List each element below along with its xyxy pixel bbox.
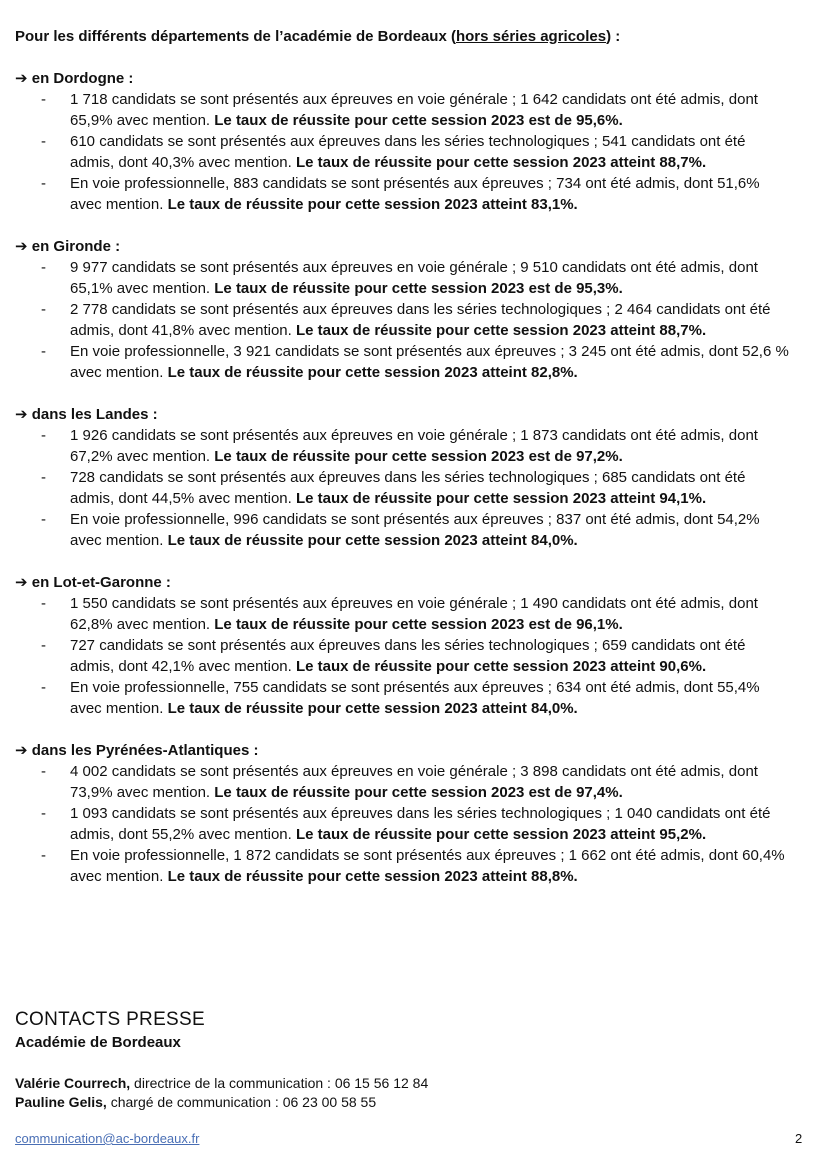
success-rate-text: Le taux de réussite pour cette session 2023 atteint 90,6%. <box>295 658 707 675</box>
contact-name: Pauline Gelis, <box>15 1094 107 1110</box>
success-rate-text: Le taux de réussite pour cette session 2023 est de 95,6%. <box>214 112 623 129</box>
success-rate-text: Le taux de réussite pour cette session 2023 atteint 95,2%. <box>295 826 707 843</box>
bullet-dash: - <box>41 763 46 780</box>
bullet-dash: - <box>41 805 46 822</box>
results-list <box>15 425 790 551</box>
list-item <box>15 593 790 635</box>
intro-text-before: Pour les différents départements de l’académie de Bordeaux ( <box>15 28 456 45</box>
department-title: ➔ en Dordogne : <box>15 70 134 87</box>
result-text: 728 candidats se sont présentés aux épreuves dans les séries technologiques ; 685 candidats ont été admis, dont 44,5% avec mention. <box>70 469 746 507</box>
list-item <box>15 257 790 299</box>
department-section <box>15 236 790 383</box>
bullet-dash: - <box>41 133 46 150</box>
department-title: ➔ dans les Pyrénées-Atlantiques : <box>15 742 259 759</box>
result-text: 727 candidats se sont présentés aux épreuves dans les séries technologiques ; 659 candidats ont été admis, dont 42,1% avec mention. <box>70 637 746 675</box>
list-item <box>15 425 790 467</box>
bullet-dash: - <box>41 427 46 444</box>
success-rate-text: Le taux de réussite pour cette session 2023 est de 96,1%. <box>214 616 623 633</box>
bullet-dash: - <box>41 301 46 318</box>
department-title: ➔ en Lot-et-Garonne : <box>15 574 171 591</box>
contact-name: Valérie Courrech, <box>15 1075 131 1091</box>
success-rate-text: Le taux de réussite pour cette session 2023 atteint 94,1%. <box>295 490 707 507</box>
results-list <box>15 761 790 887</box>
success-rate-text: Le taux de réussite pour cette session 2023 atteint 88,8%. <box>167 868 578 885</box>
contacts-organization: Académie de Bordeaux <box>15 1034 181 1051</box>
list-item <box>15 131 790 173</box>
result-text: 1 550 candidats se sont présentés aux épreuves en voie générale ; 1 490 candidats ont été admis, dont 62,8% avec mention. <box>70 595 758 633</box>
success-rate-text: Le taux de réussite pour cette session 2023 atteint 83,1%. <box>167 196 578 213</box>
contact-person <box>15 1093 790 1112</box>
list-item <box>15 341 790 383</box>
result-text: En voie professionnelle, 755 candidats se sont présentés aux épreuves ; 634 ont été admis, dont 55,4% avec mention. <box>70 679 760 717</box>
result-text: En voie professionnelle, 883 candidats se sont présentés aux épreuves ; 734 ont été admis, dont 51,6% avec mention. <box>70 175 760 213</box>
list-item <box>15 467 790 509</box>
page-number: 2 <box>795 1131 803 1146</box>
list-item <box>15 299 790 341</box>
bullet-dash: - <box>41 637 46 654</box>
bullet-dash: - <box>41 259 46 276</box>
result-text: 610 candidats se sont présentés aux épreuves dans les séries technologiques ; 541 candidats ont été admis, dont 40,3% avec mention. <box>70 133 746 171</box>
success-rate-text: Le taux de réussite pour cette session 2023 est de 97,4%. <box>214 784 623 801</box>
department-section <box>15 68 790 215</box>
result-text: 9 977 candidats se sont présentés aux épreuves en voie générale ; 9 510 candidats ont été admis, dont 65,1% avec mention. <box>70 259 758 297</box>
department-section <box>15 740 790 887</box>
intro-paragraph <box>15 26 790 47</box>
result-text: 2 778 candidats se sont présentés aux épreuves dans les séries technologiques ; 2 464 candidats ont été admis, dont 41,8% avec mention. <box>70 301 771 339</box>
department-section <box>15 572 790 719</box>
contacts-heading: CONTACTS PRESSE <box>15 1009 205 1030</box>
contact-email-link[interactable]: communication@ac-bordeaux.fr <box>15 1131 200 1146</box>
list-item <box>15 173 790 215</box>
bullet-dash: - <box>41 343 46 360</box>
results-list <box>15 593 790 719</box>
bullet-dash: - <box>41 679 46 696</box>
intro-text-underlined: hors séries agricoles <box>455 28 607 45</box>
contact-person <box>15 1074 790 1093</box>
list-item <box>15 761 790 803</box>
bullet-dash: - <box>41 847 46 864</box>
department-title: ➔ dans les Landes : <box>15 406 158 423</box>
success-rate-text: Le taux de réussite pour cette session 2023 atteint 84,0%. <box>167 532 578 549</box>
intro-text-after: ) : <box>606 28 621 45</box>
result-text: 1 926 candidats se sont présentés aux épreuves en voie générale ; 1 873 candidats ont été admis, dont 67,2% avec mention. <box>70 427 758 465</box>
result-text: En voie professionnelle, 996 candidats se sont présentés aux épreuves ; 837 ont été admis, dont 54,2% avec mention. <box>70 511 760 549</box>
bullet-dash: - <box>41 595 46 612</box>
success-rate-text: Le taux de réussite pour cette session 2023 atteint 88,7%. <box>295 322 707 339</box>
success-rate-text: Le taux de réussite pour cette session 2023 est de 95,3%. <box>214 280 623 297</box>
list-item <box>15 803 790 845</box>
document-body <box>15 26 790 908</box>
result-text: 1 093 candidats se sont présentés aux épreuves dans les séries technologiques ; 1 040 candidats ont été admis, dont 55,2% avec mention. <box>70 805 771 843</box>
department-title: ➔ en Gironde : <box>15 238 121 255</box>
bullet-dash: - <box>41 175 46 192</box>
result-text: 4 002 candidats se sont présentés aux épreuves en voie générale ; 3 898 candidats ont été admis, dont 73,9% avec mention. <box>70 763 758 801</box>
success-rate-text: Le taux de réussite pour cette session 2023 atteint 88,7%. <box>295 154 707 171</box>
result-text: En voie professionnelle, 1 872 candidats se sont présentés aux épreuves ; 1 662 ont été admis, dont 60,4% avec mention. <box>70 847 785 885</box>
success-rate-text: Le taux de réussite pour cette session 2023 atteint 84,0%. <box>167 700 578 717</box>
results-list <box>15 89 790 215</box>
list-item <box>15 635 790 677</box>
contact-role: directrice de la communication : 06 15 56 12 84 <box>130 1075 429 1091</box>
contact-role: chargé de communication : 06 23 00 58 55 <box>106 1094 377 1110</box>
press-contacts <box>15 1008 790 1112</box>
list-item <box>15 89 790 131</box>
bullet-dash: - <box>41 469 46 486</box>
results-list <box>15 257 790 383</box>
department-section <box>15 404 790 551</box>
bullet-dash: - <box>41 91 46 108</box>
result-text: En voie professionnelle, 3 921 candidats se sont présentés aux épreuves ; 3 245 ont été admis, dont 52,6 % avec mention. <box>70 343 789 381</box>
list-item <box>15 845 790 887</box>
result-text: 1 718 candidats se sont présentés aux épreuves en voie générale ; 1 642 candidats ont été admis, dont 65,9% avec mention. <box>70 91 758 129</box>
success-rate-text: Le taux de réussite pour cette session 2023 atteint 82,8%. <box>167 364 578 381</box>
list-item <box>15 509 790 551</box>
bullet-dash: - <box>41 511 46 528</box>
list-item <box>15 677 790 719</box>
departments-list <box>15 68 790 887</box>
success-rate-text: Le taux de réussite pour cette session 2023 est de 97,2%. <box>214 448 623 465</box>
